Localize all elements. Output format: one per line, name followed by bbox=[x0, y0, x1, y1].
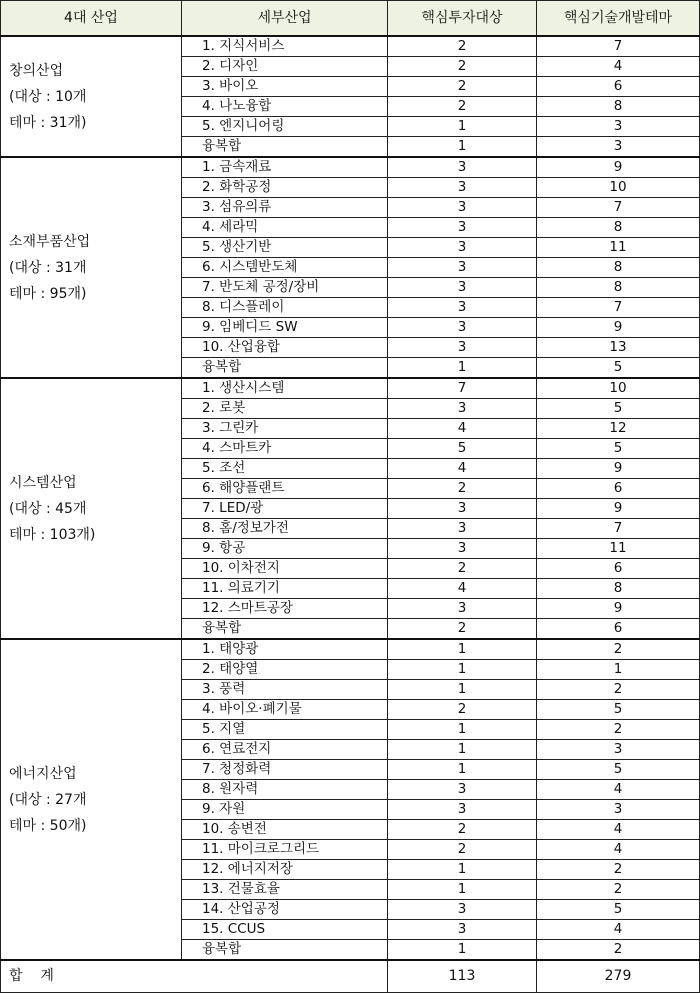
investment-count-cell: 3 bbox=[388, 238, 537, 258]
investment-count-cell: 7 bbox=[388, 378, 537, 399]
sub-industry-cell: 6. 시스템반도체 bbox=[182, 258, 388, 278]
investment-count-cell: 2 bbox=[388, 619, 537, 640]
sub-industry-cell: 5. 엔지니어링 bbox=[182, 117, 388, 137]
investment-count-cell: 2 bbox=[388, 559, 537, 579]
industry-summary: (대상 : 10개 bbox=[9, 88, 87, 105]
sub-industry-cell: 13. 건물효율 bbox=[182, 880, 388, 900]
tech-theme-count-cell: 4 bbox=[537, 920, 700, 940]
sub-industry-cell: 10. 송변전 bbox=[182, 820, 388, 840]
sub-industry-cell: 7. 반도체 공정/장비 bbox=[182, 278, 388, 298]
investment-count-cell: 1 bbox=[388, 880, 537, 900]
tech-theme-count-cell: 10 bbox=[537, 378, 700, 399]
sub-industry-cell: 1. 금속재료 bbox=[182, 157, 388, 178]
industry-summary: (대상 : 45개 bbox=[9, 500, 87, 517]
tech-theme-count-cell: 2 bbox=[537, 880, 700, 900]
sub-industry-cell: 9. 항공 bbox=[182, 539, 388, 559]
table-footer bbox=[1, 960, 700, 993]
tech-theme-count-cell: 10 bbox=[537, 178, 700, 198]
industry-summary: (대상 : 27개 bbox=[9, 791, 87, 808]
tech-theme-count-cell: 5 bbox=[537, 399, 700, 419]
investment-count-cell: 3 bbox=[388, 900, 537, 920]
sub-industry-cell: 3. 섬유의류 bbox=[182, 198, 388, 218]
investment-count-cell: 1 bbox=[388, 760, 537, 780]
tech-theme-count-cell: 3 bbox=[537, 117, 700, 137]
investment-count-cell: 3 bbox=[388, 920, 537, 940]
investment-count-cell: 3 bbox=[388, 780, 537, 800]
header-investment-target: 핵심투자대상 bbox=[388, 1, 537, 37]
tech-theme-count-cell: 9 bbox=[537, 157, 700, 178]
tech-theme-count-cell: 11 bbox=[537, 539, 700, 559]
tech-theme-count-cell: 5 bbox=[537, 760, 700, 780]
investment-count-cell: 1 bbox=[388, 358, 537, 379]
sub-industry-cell: 융복합 bbox=[182, 137, 388, 158]
total-label: 합 계 bbox=[1, 960, 388, 993]
investment-count-cell: 1 bbox=[388, 680, 537, 700]
tech-theme-count-cell: 7 bbox=[537, 519, 700, 539]
sub-industry-cell: 4. 세라믹 bbox=[182, 218, 388, 238]
tech-theme-count-cell: 7 bbox=[537, 298, 700, 318]
investment-count-cell: 2 bbox=[388, 77, 537, 97]
investment-count-cell: 3 bbox=[388, 298, 537, 318]
header-sub-industry: 세부산업 bbox=[182, 1, 388, 37]
industry-summary: 테마 : 95개) bbox=[9, 285, 87, 302]
tech-theme-count-cell: 2 bbox=[537, 940, 700, 961]
sub-industry-cell: 4. 바이오·폐기물 bbox=[182, 700, 388, 720]
table-row bbox=[1, 639, 700, 660]
industry-name: 시스템산업 bbox=[9, 474, 77, 491]
sub-industry-cell: 11. 마이크로그리드 bbox=[182, 840, 388, 860]
sub-industry-cell: 12. 스마트공장 bbox=[182, 599, 388, 619]
tech-theme-count-cell: 7 bbox=[537, 198, 700, 218]
tech-theme-count-cell: 6 bbox=[537, 77, 700, 97]
tech-theme-count-cell: 2 bbox=[537, 680, 700, 700]
sub-industry-cell: 8. 홈/정보가전 bbox=[182, 519, 388, 539]
industry-group-cell bbox=[1, 378, 182, 639]
sub-industry-cell: 15. CCUS bbox=[182, 920, 388, 940]
sub-industry-cell: 2. 로봇 bbox=[182, 399, 388, 419]
investment-count-cell: 2 bbox=[388, 36, 537, 57]
sub-industry-cell: 5. 지열 bbox=[182, 720, 388, 740]
tech-theme-count-cell: 3 bbox=[537, 740, 700, 760]
sub-industry-cell: 1. 지식서비스 bbox=[182, 36, 388, 57]
tech-theme-count-cell: 12 bbox=[537, 419, 700, 439]
tech-theme-count-cell: 4 bbox=[537, 780, 700, 800]
investment-count-cell: 3 bbox=[388, 519, 537, 539]
tech-theme-count-cell: 9 bbox=[537, 499, 700, 519]
tech-theme-count-cell: 4 bbox=[537, 820, 700, 840]
investment-count-cell: 2 bbox=[388, 97, 537, 117]
investment-count-cell: 3 bbox=[388, 178, 537, 198]
industry-group-cell bbox=[1, 639, 182, 960]
industry-name: 소재부품산업 bbox=[9, 233, 91, 250]
sub-industry-cell: 9. 자원 bbox=[182, 800, 388, 820]
sub-industry-cell: 융복합 bbox=[182, 358, 388, 379]
tech-theme-count-cell: 9 bbox=[537, 318, 700, 338]
sub-industry-cell: 2. 화학공정 bbox=[182, 178, 388, 198]
investment-count-cell: 1 bbox=[388, 137, 537, 158]
investment-count-cell: 3 bbox=[388, 258, 537, 278]
investment-count-cell: 1 bbox=[388, 940, 537, 961]
sub-industry-cell: 5. 조선 bbox=[182, 459, 388, 479]
industry-group-cell bbox=[1, 36, 182, 157]
table-body bbox=[1, 36, 700, 960]
tech-theme-count-cell: 8 bbox=[537, 278, 700, 298]
tech-theme-count-cell: 2 bbox=[537, 720, 700, 740]
investment-count-cell: 3 bbox=[388, 539, 537, 559]
investment-count-cell: 4 bbox=[388, 459, 537, 479]
table-row bbox=[1, 157, 700, 178]
tech-theme-count-cell: 8 bbox=[537, 258, 700, 278]
tech-theme-count-cell: 6 bbox=[537, 619, 700, 640]
investment-count-cell: 3 bbox=[388, 399, 537, 419]
investment-count-cell: 3 bbox=[388, 218, 537, 238]
industry-name: 창의산업 bbox=[9, 62, 64, 79]
investment-count-cell: 1 bbox=[388, 639, 537, 660]
sub-industry-cell: 3. 바이오 bbox=[182, 77, 388, 97]
investment-count-cell: 3 bbox=[388, 157, 537, 178]
investment-count-cell: 3 bbox=[388, 198, 537, 218]
tech-theme-count-cell: 13 bbox=[537, 338, 700, 358]
sub-industry-cell: 6. 해양플랜트 bbox=[182, 479, 388, 499]
investment-count-cell: 3 bbox=[388, 278, 537, 298]
investment-count-cell: 4 bbox=[388, 419, 537, 439]
investment-count-cell: 2 bbox=[388, 700, 537, 720]
tech-theme-count-cell: 7 bbox=[537, 36, 700, 57]
total-investment: 113 bbox=[388, 960, 537, 993]
header-tech-theme: 핵심기술개발테마 bbox=[537, 1, 700, 37]
sub-industry-cell: 10. 이차전지 bbox=[182, 559, 388, 579]
tech-theme-count-cell: 9 bbox=[537, 459, 700, 479]
investment-count-cell: 1 bbox=[388, 740, 537, 760]
sub-industry-cell: 4. 나노융합 bbox=[182, 97, 388, 117]
investment-count-cell: 1 bbox=[388, 860, 537, 880]
tech-theme-count-cell: 4 bbox=[537, 840, 700, 860]
sub-industry-cell: 1. 태양광 bbox=[182, 639, 388, 660]
investment-count-cell: 1 bbox=[388, 720, 537, 740]
investment-count-cell: 3 bbox=[388, 800, 537, 820]
sub-industry-cell: 12. 에너지저장 bbox=[182, 860, 388, 880]
tech-theme-count-cell: 8 bbox=[537, 97, 700, 117]
table-row bbox=[1, 378, 700, 399]
investment-count-cell: 1 bbox=[388, 117, 537, 137]
table-header bbox=[1, 1, 700, 37]
investment-count-cell: 5 bbox=[388, 439, 537, 459]
sub-industry-cell: 1. 생산시스템 bbox=[182, 378, 388, 399]
tech-theme-count-cell: 8 bbox=[537, 579, 700, 599]
investment-count-cell: 3 bbox=[388, 318, 537, 338]
industry-summary: 테마 : 103개) bbox=[9, 526, 96, 543]
sub-industry-cell: 융복합 bbox=[182, 940, 388, 961]
investment-count-cell: 1 bbox=[388, 660, 537, 680]
sub-industry-cell: 8. 디스플레이 bbox=[182, 298, 388, 318]
industry-name: 에너지산업 bbox=[9, 765, 77, 782]
investment-count-cell: 4 bbox=[388, 579, 537, 599]
sub-industry-cell: 3. 풍력 bbox=[182, 680, 388, 700]
sub-industry-cell: 5. 생산기반 bbox=[182, 238, 388, 258]
investment-count-cell: 3 bbox=[388, 599, 537, 619]
sub-industry-cell: 2. 태양열 bbox=[182, 660, 388, 680]
investment-count-cell: 2 bbox=[388, 840, 537, 860]
sub-industry-cell: 4. 스마트카 bbox=[182, 439, 388, 459]
sub-industry-cell: 14. 산업공정 bbox=[182, 900, 388, 920]
tech-theme-count-cell: 5 bbox=[537, 439, 700, 459]
investment-count-cell: 3 bbox=[388, 499, 537, 519]
sub-industry-cell: 7. LED/광 bbox=[182, 499, 388, 519]
sub-industry-cell: 3. 그린카 bbox=[182, 419, 388, 439]
sub-industry-cell: 9. 임베디드 SW bbox=[182, 318, 388, 338]
tech-theme-count-cell: 5 bbox=[537, 358, 700, 379]
header-row bbox=[1, 1, 700, 37]
tech-theme-count-cell: 3 bbox=[537, 137, 700, 158]
sub-industry-cell: 6. 연료전지 bbox=[182, 740, 388, 760]
sub-industry-cell: 10. 산업융합 bbox=[182, 338, 388, 358]
table-row bbox=[1, 36, 700, 57]
total-row bbox=[1, 960, 700, 993]
sub-industry-cell: 8. 원자력 bbox=[182, 780, 388, 800]
tech-theme-count-cell: 11 bbox=[537, 238, 700, 258]
investment-count-cell: 2 bbox=[388, 820, 537, 840]
sub-industry-cell: 7. 청정화력 bbox=[182, 760, 388, 780]
tech-theme-count-cell: 5 bbox=[537, 900, 700, 920]
industry-group-cell bbox=[1, 157, 182, 378]
total-tech: 279 bbox=[537, 960, 700, 993]
tech-theme-count-cell: 5 bbox=[537, 700, 700, 720]
sub-industry-cell: 융복합 bbox=[182, 619, 388, 640]
industry-summary: 테마 : 50개) bbox=[9, 817, 87, 834]
industry-summary: 테마 : 31개) bbox=[9, 114, 87, 131]
tech-theme-count-cell: 9 bbox=[537, 599, 700, 619]
tech-theme-count-cell: 6 bbox=[537, 479, 700, 499]
tech-theme-count-cell: 6 bbox=[537, 559, 700, 579]
investment-count-cell: 3 bbox=[388, 338, 537, 358]
investment-count-cell: 2 bbox=[388, 57, 537, 77]
sub-industry-cell: 11. 의료기기 bbox=[182, 579, 388, 599]
industry-summary: (대상 : 31개 bbox=[9, 259, 87, 276]
sub-industry-cell: 2. 디자인 bbox=[182, 57, 388, 77]
tech-theme-count-cell: 3 bbox=[537, 800, 700, 820]
tech-theme-count-cell: 1 bbox=[537, 660, 700, 680]
tech-theme-count-cell: 2 bbox=[537, 860, 700, 880]
tech-theme-count-cell: 4 bbox=[537, 57, 700, 77]
tech-theme-count-cell: 2 bbox=[537, 639, 700, 660]
tech-theme-count-cell: 8 bbox=[537, 218, 700, 238]
investment-count-cell: 2 bbox=[388, 479, 537, 499]
header-industry: 4대 산업 bbox=[1, 1, 182, 37]
